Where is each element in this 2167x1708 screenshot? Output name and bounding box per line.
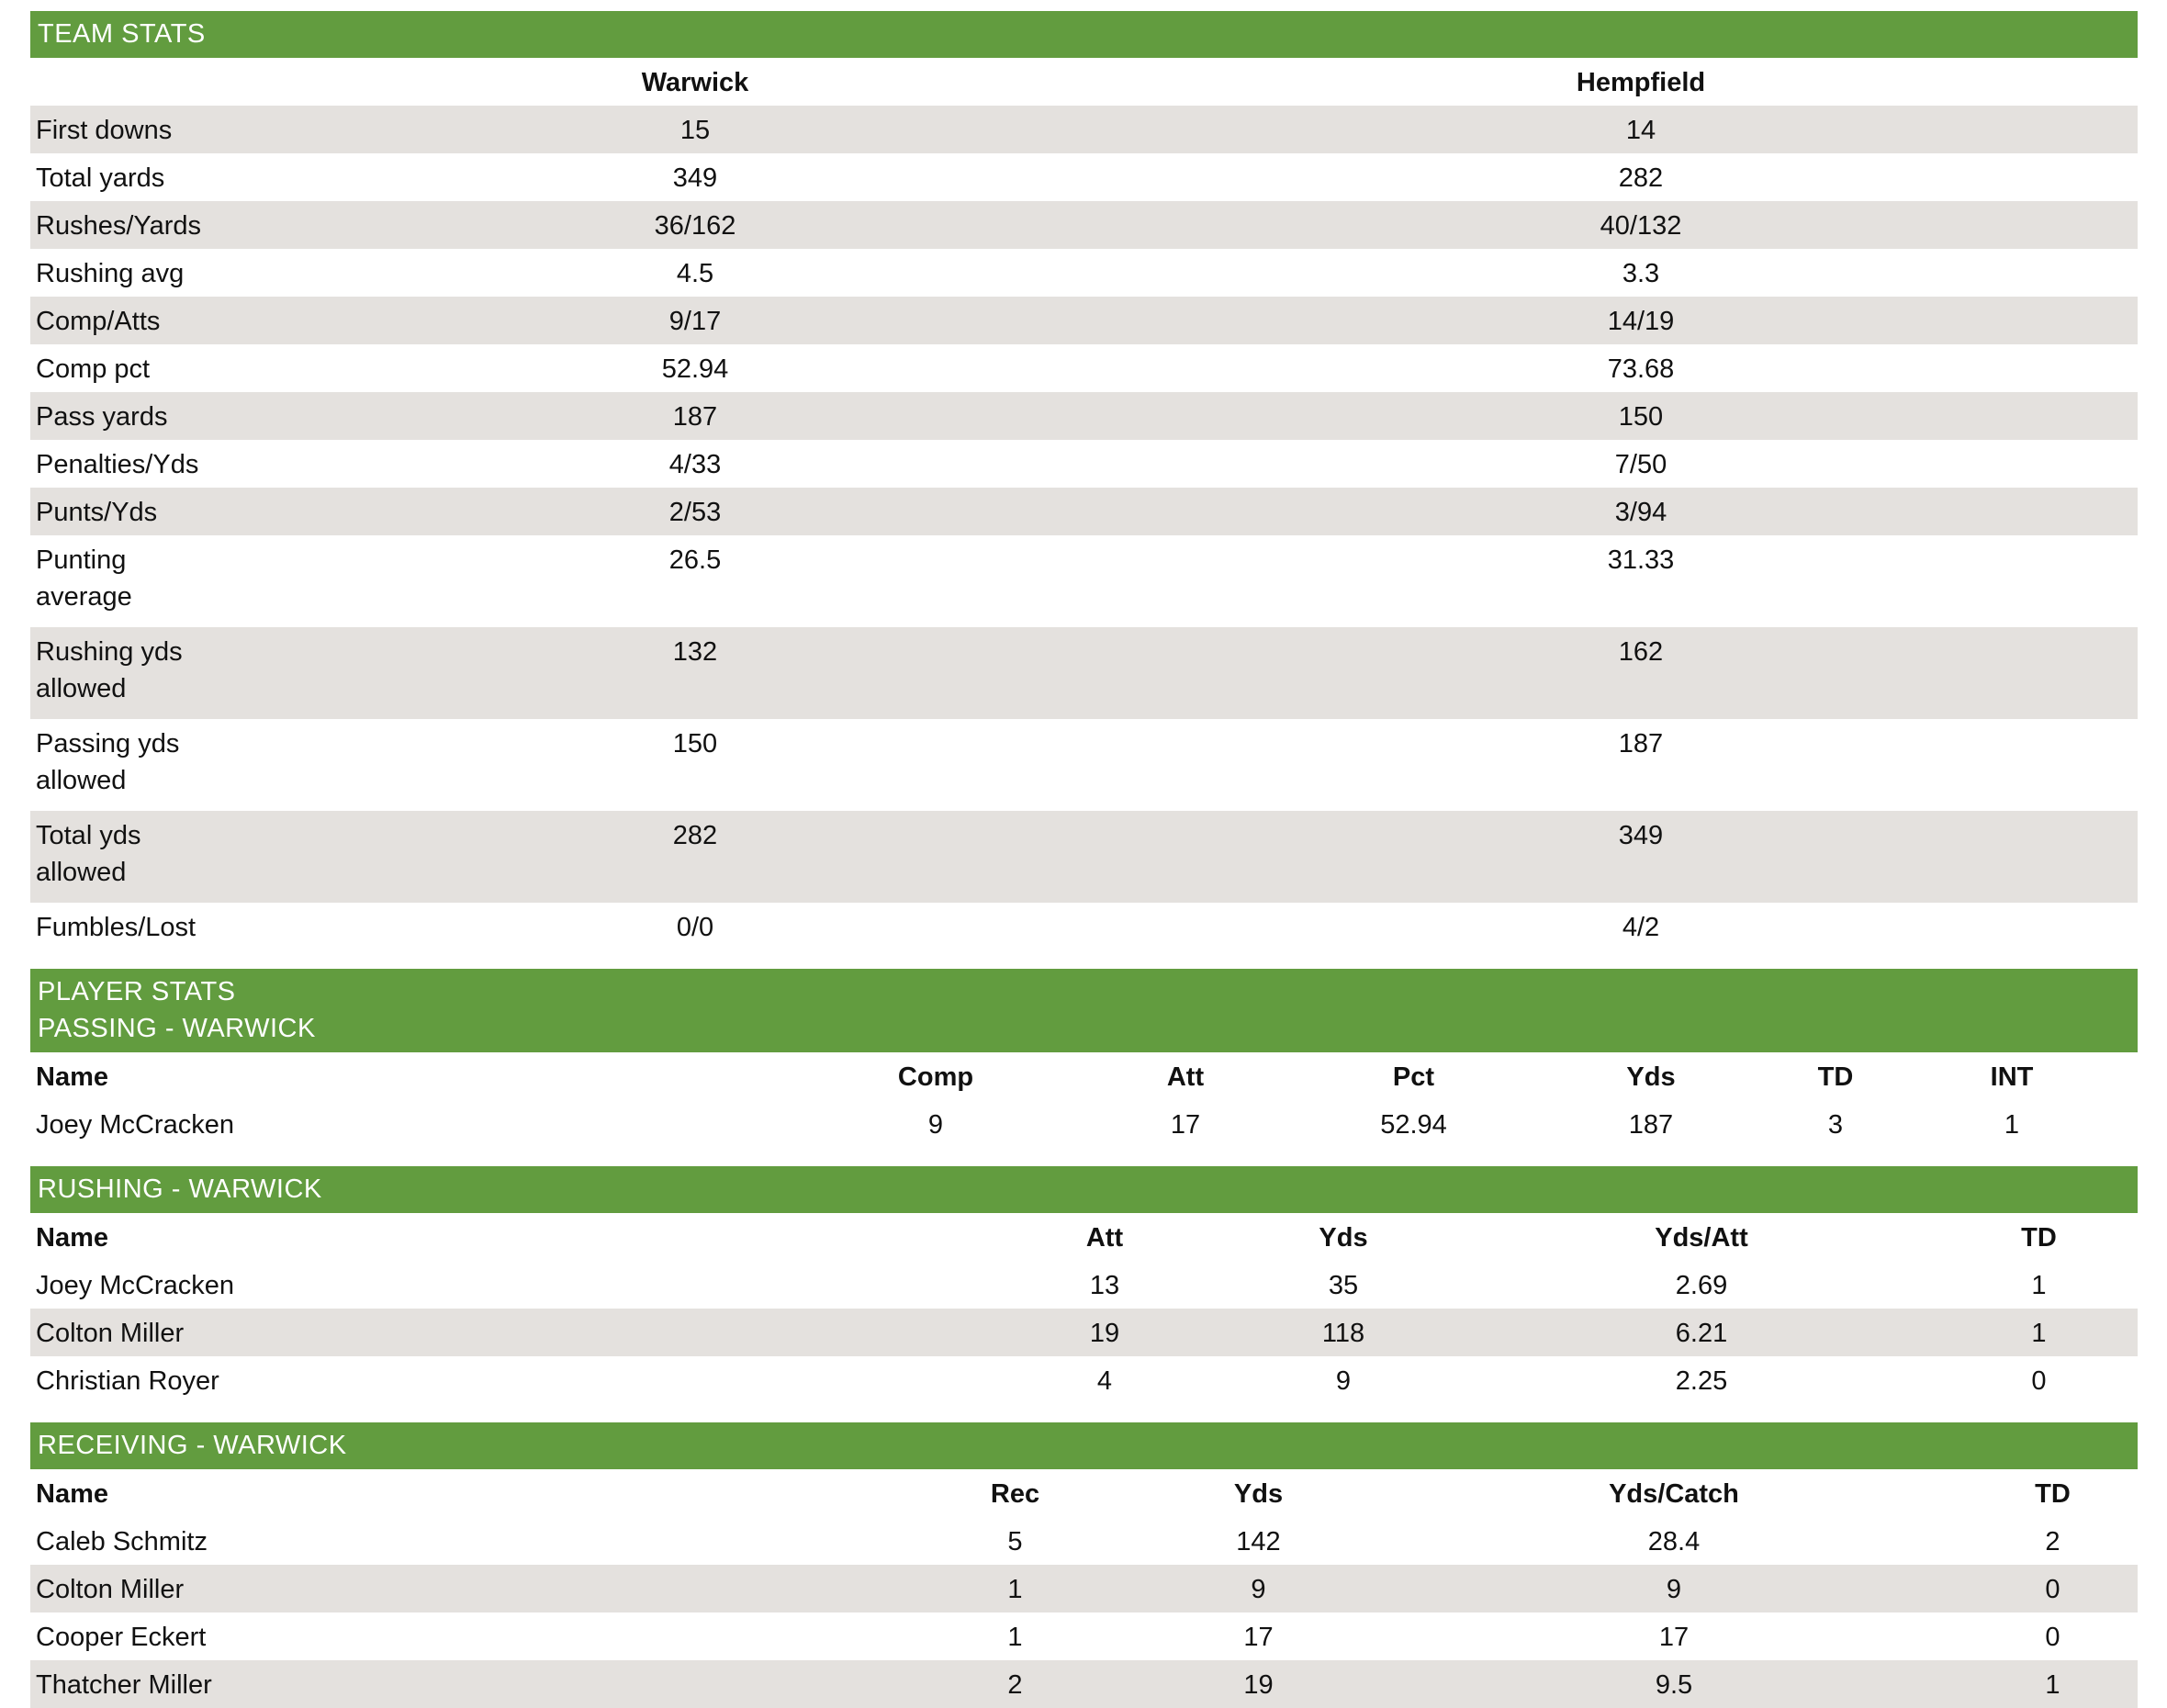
team-b-value: 14 <box>1625 116 1656 145</box>
team-stat-row <box>30 440 2138 488</box>
team-stat-label <box>30 535 420 627</box>
team-b-value: 3.3 <box>1622 259 1660 288</box>
receiving-stat-value: 2 <box>1007 1670 1023 1700</box>
team-a-value: 26.5 <box>668 545 722 575</box>
team-b-value: 73.68 <box>1607 354 1675 384</box>
team-stat-row <box>30 392 2138 440</box>
player-stats-title: PLAYER STATS <box>38 977 236 1006</box>
rushing-stat-value: 6.21 <box>1675 1319 1728 1348</box>
rushing-stat-value: 35 <box>1328 1271 1359 1300</box>
rushing-column-header: Yds/Att <box>1655 1223 1748 1253</box>
team-stat-label <box>30 392 420 440</box>
team-stat-label-text: Penalties/Yds <box>36 450 199 479</box>
team-a-value: 36/162 <box>654 211 736 241</box>
team-stat-label-text: Comp pct <box>36 354 151 384</box>
team-stat-label <box>30 153 420 201</box>
player-name: Thatcher Miller <box>36 1670 212 1700</box>
passing-stat-value: 9 <box>927 1110 944 1140</box>
team-stat-row <box>30 297 2138 344</box>
team-stat-label <box>30 627 420 719</box>
rushing-player-row <box>30 1309 2138 1356</box>
team-a-value: 15 <box>679 116 711 145</box>
rushing-stat-value: 13 <box>1089 1271 1120 1300</box>
receiving-player-row <box>30 1517 2138 1565</box>
team-stat-label-text: Rushes/Yards <box>36 211 201 241</box>
team-a-value: 187 <box>672 402 718 432</box>
team-stat-row <box>30 344 2138 392</box>
team-a-value: 349 <box>672 163 718 193</box>
player-name: Cooper Eckert <box>36 1623 207 1652</box>
team-a-value: 4/33 <box>668 450 722 479</box>
team-stat-label <box>30 106 420 153</box>
team-stat-label-text: Passing yds allowed <box>36 729 180 795</box>
rushing-player-row <box>30 1261 2138 1309</box>
player-name: Colton Miller <box>36 1575 185 1604</box>
receiving-player-row <box>30 1612 2138 1660</box>
team-stat-label <box>30 488 420 535</box>
team-a-value: 52.94 <box>661 354 729 384</box>
passing-column-header: Yds <box>1626 1062 1676 1092</box>
passing-stat-value: 52.94 <box>1380 1110 1447 1140</box>
passing-stat-value: 187 <box>1628 1110 1674 1140</box>
team-stat-row <box>30 903 2138 950</box>
team-stats-header <box>30 11 2138 58</box>
rushing-stat-value: 0 <box>2031 1366 2047 1396</box>
team-stat-label <box>30 201 420 249</box>
player-name: Caleb Schmitz <box>36 1527 208 1556</box>
receiving-table <box>30 1469 2138 1708</box>
team-b-name: Hempfield <box>1576 68 1706 97</box>
passing-column-header: Name <box>36 1062 108 1092</box>
receiving-stat-value: 2 <box>2045 1527 2060 1556</box>
team-a-value: 282 <box>672 821 718 850</box>
team-b-value: 150 <box>1618 402 1664 432</box>
team-b-value: 7/50 <box>1614 450 1667 479</box>
team-stat-label-text: Total yards <box>36 163 165 193</box>
passing-table <box>30 1052 2138 1148</box>
receiving-stat-value: 1 <box>1007 1575 1023 1604</box>
team-a-value: 9/17 <box>668 307 722 336</box>
team-b-value: 14/19 <box>1607 307 1675 336</box>
team-stat-label <box>30 440 420 488</box>
team-b-value: 349 <box>1618 821 1664 850</box>
team-stat-label <box>30 811 420 903</box>
team-stat-label <box>30 344 420 392</box>
receiving-header <box>30 1422 2138 1469</box>
team-stat-row <box>30 535 2138 627</box>
team-stat-row <box>30 201 2138 249</box>
receiving-stat-value: 17 <box>1658 1623 1690 1652</box>
rushing-title: RUSHING - WARWICK <box>38 1174 322 1204</box>
team-a-value: 150 <box>672 729 718 758</box>
team-stat-row <box>30 811 2138 903</box>
team-b-value: 3/94 <box>1614 498 1667 527</box>
team-b-value: 4/2 <box>1622 913 1660 942</box>
team-b-value: 187 <box>1618 729 1664 758</box>
team-stat-label-text: Comp/Atts <box>36 307 161 336</box>
team-stat-label-text: Fumbles/Lost <box>36 913 196 942</box>
team-stat-row <box>30 249 2138 297</box>
rushing-column-header: Att <box>1085 1223 1124 1253</box>
receiving-column-header: Yds/Catch <box>1609 1479 1739 1509</box>
team-stat-label-text: Punts/Yds <box>36 498 158 527</box>
team-stat-label-text: Pass yards <box>36 402 168 432</box>
receiving-column-header: Rec <box>990 1479 1040 1509</box>
receiving-stat-value: 28.4 <box>1647 1527 1701 1556</box>
receiving-stat-value: 9 <box>1666 1575 1682 1604</box>
rushing-header <box>30 1166 2138 1213</box>
rushing-stat-value: 19 <box>1089 1319 1120 1348</box>
team-stat-row <box>30 106 2138 153</box>
rushing-column-header: TD <box>2021 1223 2057 1253</box>
team-stat-label <box>30 719 420 811</box>
rushing-column-header: Yds <box>1319 1223 1368 1253</box>
receiving-stat-value: 0 <box>2045 1575 2060 1604</box>
passing-header-row <box>30 1052 2138 1100</box>
team-stat-label-text: Rushing yds allowed <box>36 637 183 703</box>
rushing-player-row <box>30 1356 2138 1404</box>
passing-column-header: Pct <box>1392 1062 1435 1092</box>
player-name: Colton Miller <box>36 1319 185 1348</box>
team-stat-label <box>30 249 420 297</box>
team-b-value: 31.33 <box>1607 545 1675 575</box>
receiving-stat-value: 17 <box>1243 1623 1274 1652</box>
receiving-stat-value: 0 <box>2045 1623 2060 1652</box>
team-stat-row <box>30 719 2138 811</box>
team-stat-label-text: Punting average <box>36 545 132 612</box>
rushing-stat-value: 1 <box>2031 1271 2047 1300</box>
receiving-column-header: TD <box>2035 1479 2071 1509</box>
passing-column-header: TD <box>1817 1062 1854 1092</box>
stats-page <box>30 11 2138 1708</box>
rushing-stat-value: 2.69 <box>1675 1271 1728 1300</box>
receiving-stat-value: 5 <box>1007 1527 1023 1556</box>
team-stat-label <box>30 297 420 344</box>
player-stats-header <box>30 969 2138 1052</box>
team-stats-header-row <box>30 58 2138 106</box>
receiving-player-row <box>30 1565 2138 1612</box>
receiving-header-row <box>30 1469 2138 1517</box>
passing-stat-value: 3 <box>1827 1110 1844 1140</box>
receiving-stat-value: 9.5 <box>1655 1670 1693 1700</box>
team-stat-row <box>30 627 2138 719</box>
receiving-stat-value: 9 <box>1251 1575 1266 1604</box>
rushing-header-row <box>30 1213 2138 1261</box>
player-name: Joey McCracken <box>36 1271 234 1300</box>
receiving-column-header: Yds <box>1233 1479 1284 1509</box>
team-stat-label <box>30 903 420 950</box>
team-b-value: 40/132 <box>1600 211 1682 241</box>
rushing-stat-value: 118 <box>1321 1319 1365 1348</box>
team-stats-table <box>30 58 2138 950</box>
passing-column-header: INT <box>1990 1062 2034 1092</box>
passing-column-header: Att <box>1166 1062 1205 1092</box>
rushing-table <box>30 1213 2138 1404</box>
team-b-value: 282 <box>1618 163 1664 193</box>
receiving-stat-value: 1 <box>1007 1623 1023 1652</box>
receiving-player-row <box>30 1660 2138 1708</box>
passing-stat-value: 1 <box>2004 1110 2020 1140</box>
team-a-value: 2/53 <box>668 498 722 527</box>
receiving-stat-value: 1 <box>2045 1670 2060 1700</box>
rushing-column-header: Name <box>36 1223 108 1253</box>
passing-player-row <box>30 1100 2138 1148</box>
team-a-value: 132 <box>672 637 718 667</box>
receiving-title: RECEIVING - WARWICK <box>38 1431 347 1460</box>
rushing-stat-value: 1 <box>2031 1319 2047 1348</box>
rushing-stat-value: 2.25 <box>1675 1366 1728 1396</box>
player-name: Christian Royer <box>36 1366 219 1396</box>
rushing-stat-value: 4 <box>1096 1366 1113 1396</box>
team-a-name: Warwick <box>641 68 749 97</box>
team-a-value: 0/0 <box>676 913 714 942</box>
receiving-column-header: Name <box>36 1479 108 1509</box>
player-name: Joey McCracken <box>36 1110 234 1140</box>
team-a-value: 4.5 <box>676 259 714 288</box>
passing-column-header: Comp <box>897 1062 974 1092</box>
team-stat-label-text: Total yds allowed <box>36 821 141 887</box>
team-b-value: 162 <box>1618 637 1664 667</box>
team-stat-row <box>30 488 2138 535</box>
rushing-stat-value: 9 <box>1335 1366 1352 1396</box>
receiving-stat-value: 19 <box>1243 1670 1274 1700</box>
team-stats-title: TEAM STATS <box>38 19 206 49</box>
team-stat-label-text: First downs <box>36 116 173 145</box>
passing-stat-value: 17 <box>1170 1110 1201 1140</box>
receiving-stat-value: 142 <box>1236 1527 1281 1556</box>
passing-title: PASSING - WARWICK <box>38 1014 316 1043</box>
team-stat-label-text: Rushing avg <box>36 259 185 288</box>
team-stat-row <box>30 153 2138 201</box>
